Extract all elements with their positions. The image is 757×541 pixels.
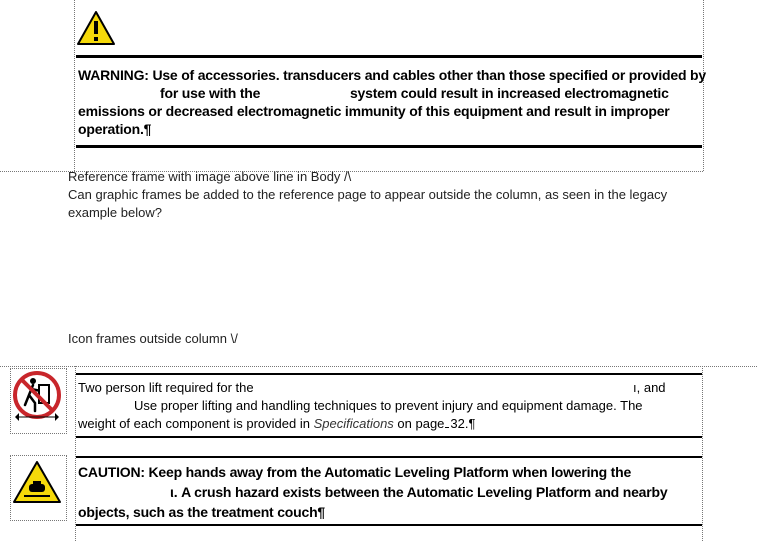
warning-line-4: operation.¶ — [78, 121, 152, 137]
lower-frame-guide-top — [0, 366, 757, 367]
icon-frames-note: Icon frames outside column \/ — [68, 331, 238, 346]
lift-bottom-rule — [76, 436, 702, 438]
warning-bottom-rule — [76, 145, 702, 148]
warning-label: WARNING: — [78, 67, 149, 83]
page-ref-marker — [445, 427, 449, 428]
lift-line-1 — [78, 379, 704, 397]
caution-top-rule — [76, 456, 702, 458]
lower-frame-guide-left — [75, 366, 76, 541]
caution-block — [78, 462, 704, 522]
lift-line-3b: on page — [393, 416, 445, 431]
specifications-link[interactable]: Specifications — [313, 416, 394, 431]
lift-line-3c: 32.¶ — [450, 416, 476, 431]
warning-line-3: emissions or decreased electromagnetic immunity of this equipment and result in improper — [78, 103, 670, 119]
crush-hazard-icon — [12, 460, 62, 504]
question-line-2: example below? — [68, 205, 162, 220]
caution-bottom-rule — [76, 524, 702, 526]
caution-line-1: CAUTION: Keep hands away from the Automatic Leveling Platform when lowering the — [78, 464, 632, 480]
frame-guide-left — [74, 0, 75, 171]
question-line-1: Can graphic frames be added to the reference page to appear outside the column, as seen in the legacy — [68, 187, 668, 202]
warning-top-rule — [76, 55, 702, 58]
caution-line-3: objects, such as the treatment couch¶ — [78, 504, 326, 520]
lift-line-1b: ı, and — [633, 380, 666, 395]
lift-line-3a: weight of each component is provided in — [78, 416, 314, 431]
warning-triangle-icon — [76, 10, 116, 46]
caution-line-2: ι. A crush hazard exists between the Automatic Leveling Platform and nearby — [170, 484, 668, 500]
warning-block — [78, 66, 704, 138]
lift-line-2: Use proper lifting and handling techniques to prevent injury and equipment damage. The — [134, 398, 643, 413]
lift-block — [78, 379, 704, 433]
warning-line-2a: for use with the — [160, 85, 261, 101]
lift-line-3 — [78, 415, 704, 433]
reference-frame-note: Reference frame with image above line in Body /\ — [68, 169, 352, 184]
no-lift-icon — [11, 371, 63, 423]
warning-line-1 — [78, 66, 704, 84]
lift-top-rule — [76, 373, 702, 375]
warning-line-2b: system could result in increased electromagnetic — [349, 85, 669, 101]
warning-line-1-text: Use of accessories. transducers and cables other than those specified or provided by — [152, 67, 706, 83]
warning-line-2 — [78, 84, 704, 102]
lift-line-1a: Two person lift required for the — [78, 380, 254, 395]
